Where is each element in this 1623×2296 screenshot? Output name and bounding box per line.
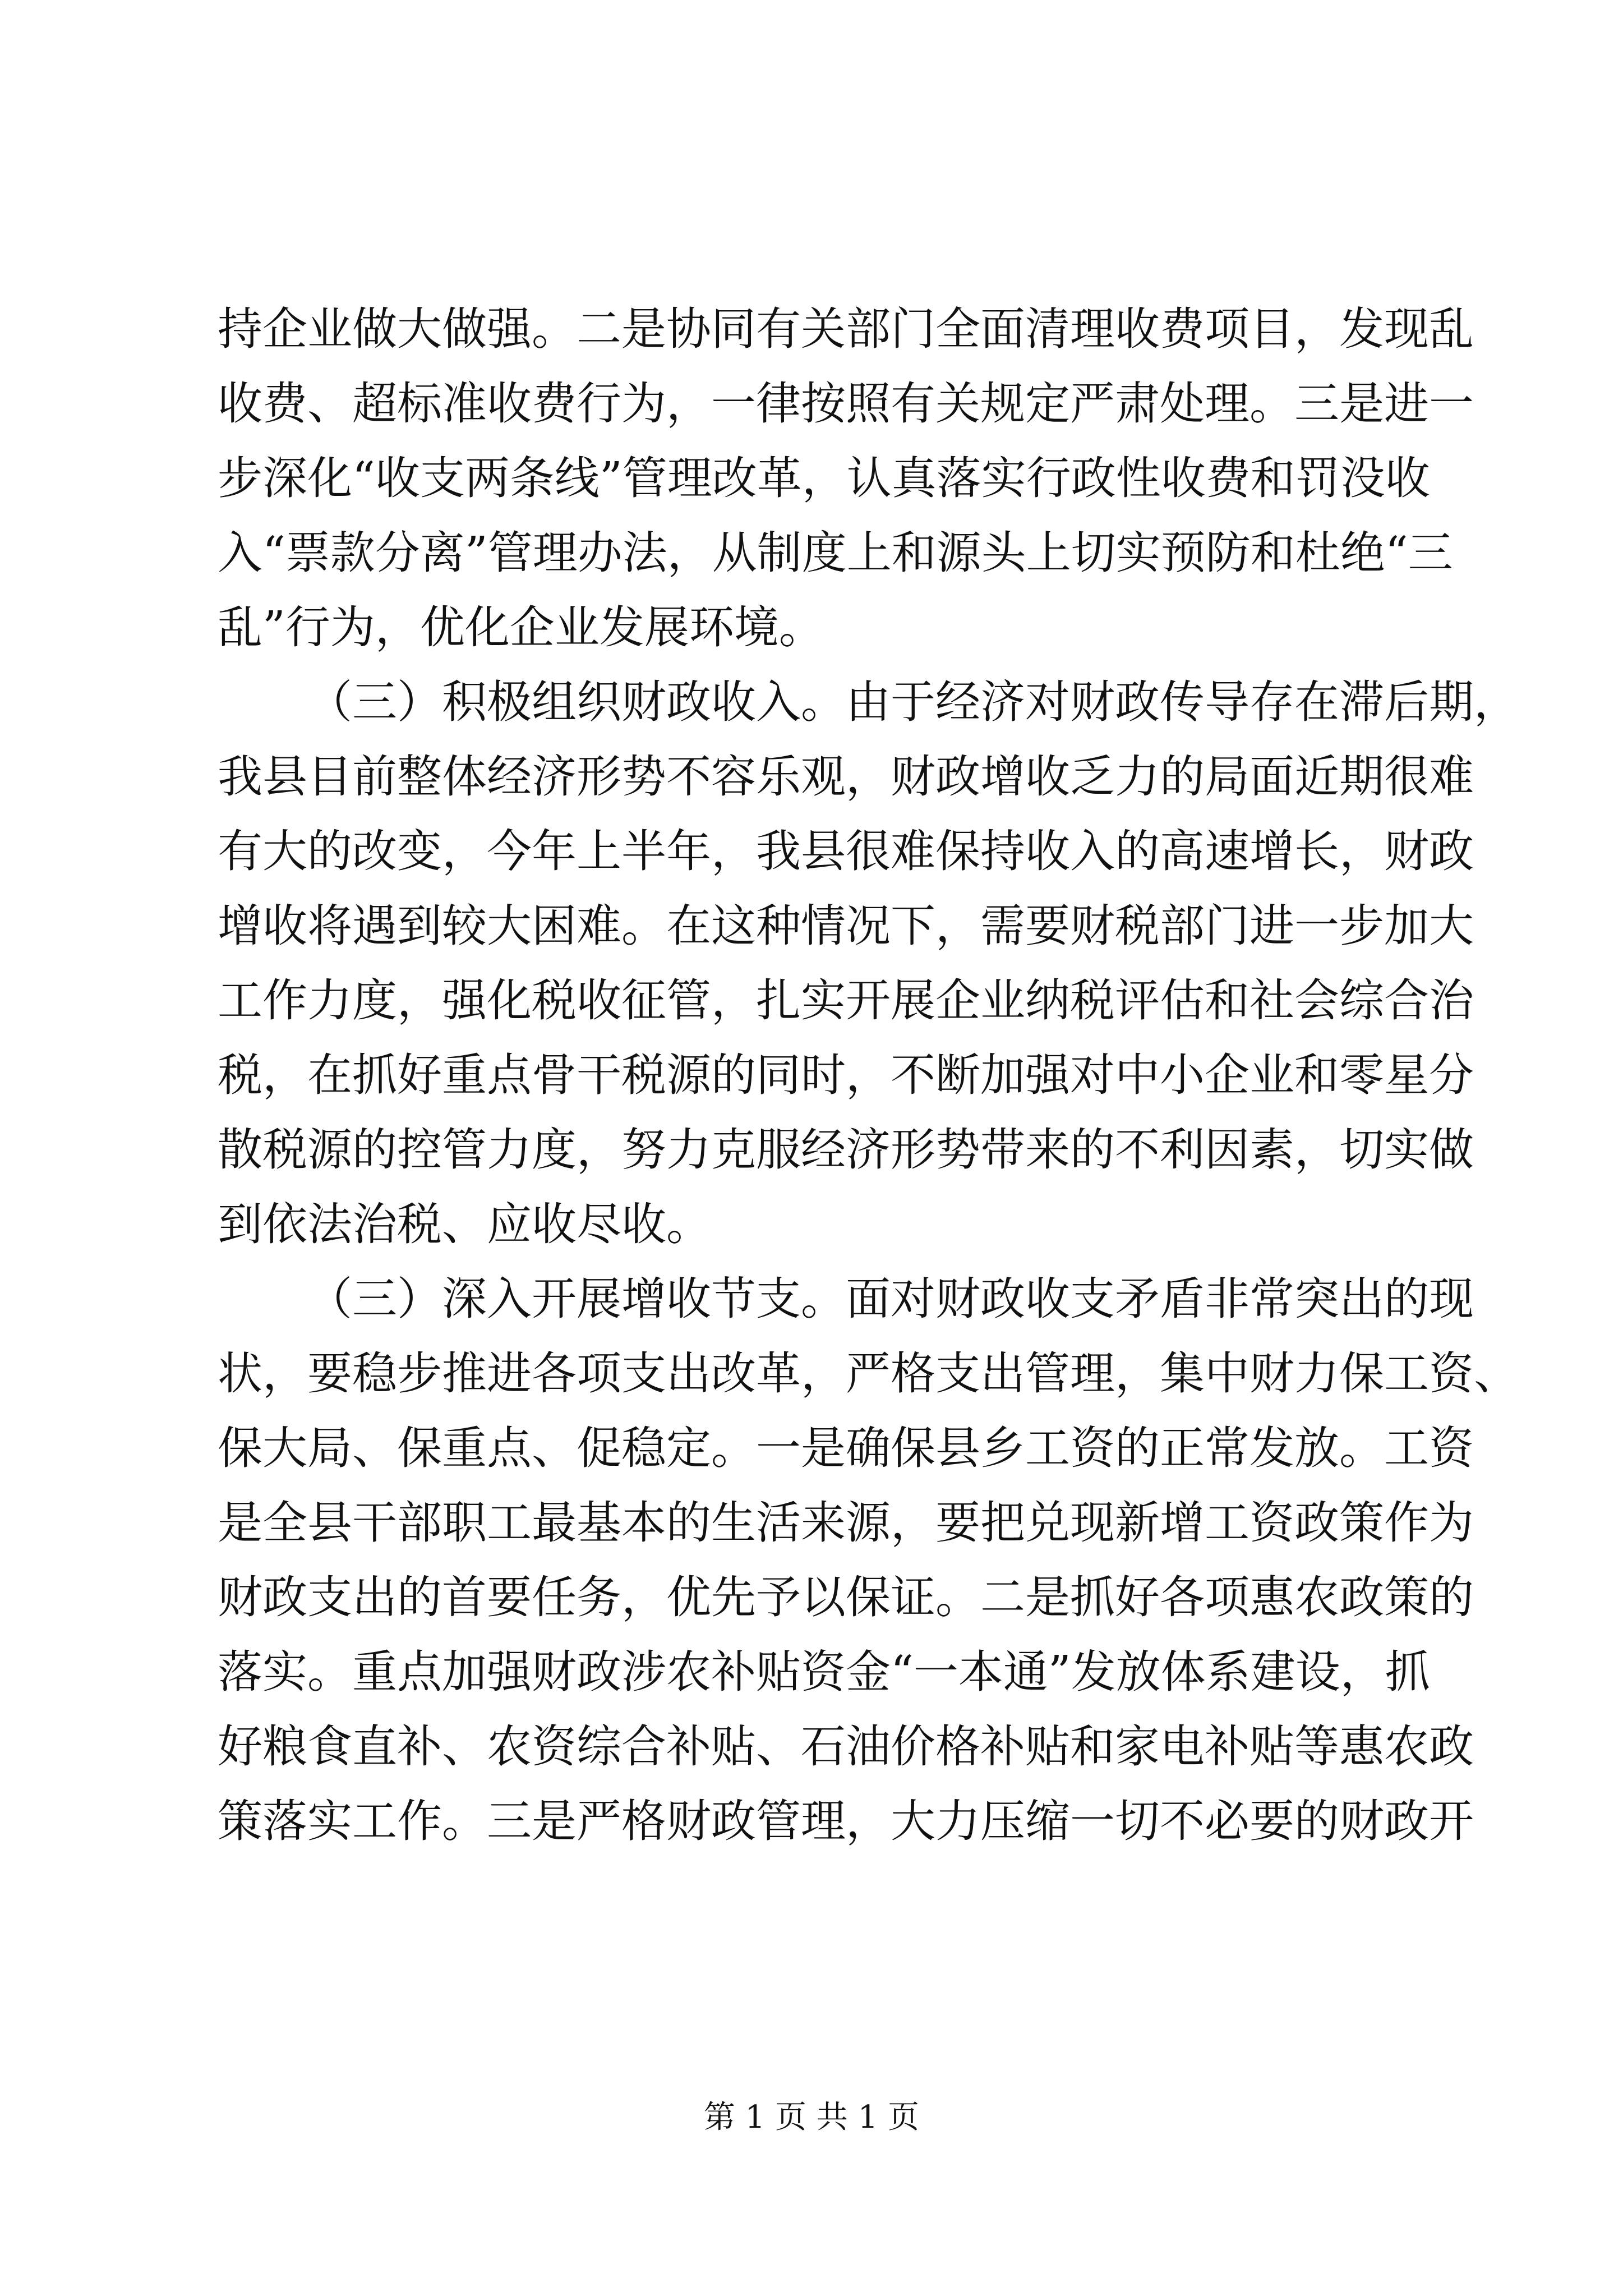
- page-number-footer: 第 1 页 共 1 页: [703, 2099, 920, 2136]
- paragraph-line: 状，要稳步推进各项支出改革，严格支出管理，集中财力保工资、: [218, 1347, 1519, 1400]
- paragraph-line: 财政支出的首要任务，优先予以保证。二是抓好各项惠农政策的: [218, 1571, 1474, 1623]
- paragraph-line: 工作力度，强化税收征管，扎实开展企业纳税评估和社会综合治: [218, 974, 1474, 1027]
- paragraph-line: 好粮食直补、农资综合补贴、石油价格补贴和家电补贴等惠农政: [218, 1720, 1474, 1773]
- paragraph-line: （三）积极组织财政收入。由于经济对财政传导存在滞后期，: [307, 676, 1519, 728]
- paragraph-line: 入“票款分离”管理办法，从制度上和源头上切实预防和杜绝“三: [218, 527, 1453, 579]
- paragraph-line: 持企业做大做强。二是协同有关部门全面清理收费项目，发现乱: [218, 303, 1474, 355]
- paragraph-line: 税，在抓好重点骨干税源的同时，不断加强对中小企业和零星分: [218, 1049, 1474, 1101]
- paragraph-line: 是全县干部职工最基本的生活来源，要把兑现新增工资政策作为: [218, 1497, 1474, 1549]
- paragraph-line: 保大局、保重点、促稳定。一是确保县乡工资的正常发放。工资: [218, 1422, 1474, 1474]
- paragraph-line: 步深化“收支两条线”管理改革，认真落实行政性收费和罚没收: [218, 452, 1430, 504]
- paragraph-line: 落实。重点加强财政涉农补贴资金“一本通”发放体系建设，抓: [218, 1646, 1430, 1698]
- paragraph-line: 收费、超标准收费行为，一律按照有关规定严肃处理。三是进一: [218, 378, 1474, 430]
- paragraph-line: 我县目前整体经济形势不容乐观，财政增收乏力的局面近期很难: [218, 751, 1474, 803]
- paragraph-line: 策落实工作。三是严格财政管理，大力压缩一切不必要的财政开: [218, 1795, 1474, 1847]
- paragraph-line: 到依法治税、应收尽收。: [218, 1198, 711, 1250]
- paragraph-line: 增收将遇到较大困难。在这种情况下，需要财税部门进一步加大: [218, 900, 1474, 952]
- document-body: [218, 292, 1519, 1858]
- paragraph-line: （三）深入开展增收节支。面对财政收支矛盾非常突出的现: [307, 1273, 1474, 1325]
- paragraph-line: 散税源的控管力度，努力克服经济形势带来的不利因素，切实做: [218, 1124, 1474, 1176]
- paragraph-line: 有大的改变，今年上半年，我县很难保持收入的高速增长，财政: [218, 825, 1474, 877]
- paragraph-line: 乱”行为，优化企业发展环境。: [218, 601, 824, 654]
